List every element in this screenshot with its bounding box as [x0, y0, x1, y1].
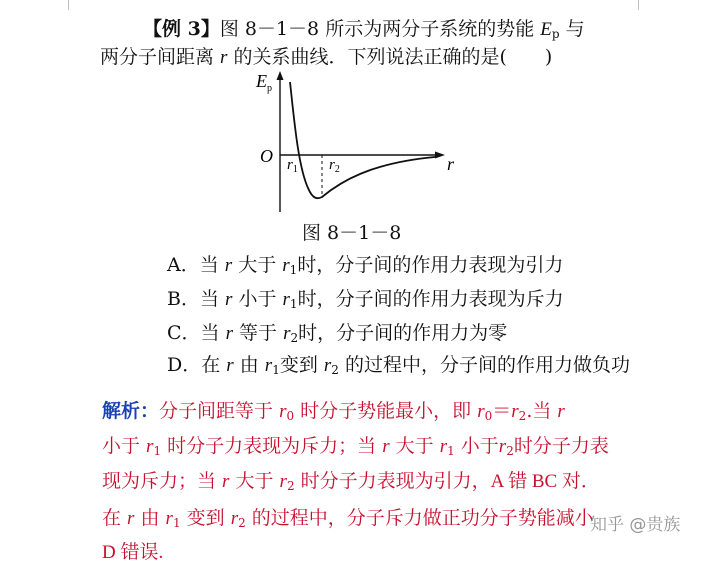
option-c-rest: 时，分子间的作用力为零 — [298, 322, 508, 344]
stem-text-2b: 的关系曲线．下列说法正确的是( ) — [227, 46, 553, 68]
analysis-l3-r2: r — [279, 471, 287, 492]
analysis-l1-r2: r — [511, 401, 519, 422]
analysis-l1-d: .当 — [526, 400, 558, 422]
option-c-r2-sub: 2 — [290, 331, 299, 345]
x-axis-arrow — [435, 152, 445, 159]
option-d-r2-sub: 2 — [331, 363, 339, 377]
analysis-l2-d: 小于 — [454, 435, 499, 457]
origin-label: O — [260, 146, 273, 166]
r1-label: $r_1$ — [287, 157, 298, 175]
option-d-r: r — [226, 355, 234, 376]
analysis-l2-e: 时分子力表 — [513, 435, 609, 457]
crop-mark-right — [638, 0, 639, 10]
analysis-l1-sub: 0 — [286, 409, 295, 423]
analysis-l4-d: 的过程中，分子斥力做正功分子势能减小 — [245, 507, 594, 529]
analysis-l1-a: 分子间距等于 — [159, 400, 280, 422]
option-a-mid: 大于 — [232, 254, 283, 276]
option-d-r1: r — [264, 355, 273, 376]
option-a-rest: 时，分子间的作用力表现为引力 — [297, 254, 564, 276]
option-d — [167, 353, 630, 382]
analysis-l4-r1: r — [165, 508, 173, 529]
analysis-line3 — [102, 469, 600, 498]
analysis-l2-r1: r — [146, 436, 154, 457]
analysis-line4 — [102, 506, 594, 535]
option-a — [167, 253, 563, 282]
stem-text-1a: 图 8－1－8 所示为两分子系统的势能 — [219, 18, 541, 40]
r2-label: $r_2$ — [329, 157, 340, 175]
option-a-r1-sub: 1 — [289, 263, 298, 277]
analysis-l4-r: r — [127, 508, 135, 529]
option-d-mid2: 变到 — [279, 354, 324, 376]
analysis-line1 — [102, 399, 565, 428]
analysis-l2-sub: 1 — [153, 444, 162, 458]
analysis-l3-verdict: A 错 BC 对． — [490, 471, 600, 492]
analysis-l2-r2: r — [498, 436, 507, 457]
y-axis-arrow — [277, 71, 284, 80]
analysis-label: 解析： — [102, 400, 160, 422]
x-axis-label: r — [447, 154, 455, 174]
analysis-l2-sub3: 1 — [447, 444, 455, 458]
crop-mark-left — [68, 0, 69, 10]
option-a-prefix: A．当 — [167, 254, 225, 276]
option-c-mid: 等于 — [232, 322, 284, 344]
analysis-line5: D 错误. — [102, 542, 164, 563]
option-d-mid: 由 — [233, 354, 265, 376]
analysis-l1-r: r — [279, 401, 287, 422]
potential-energy-curve — [290, 82, 435, 198]
option-c — [167, 321, 507, 350]
option-d-r2: r — [323, 355, 332, 376]
option-b-r: r — [225, 289, 233, 310]
option-d-rest: 的过程中，分子间的作用力做负功 — [338, 354, 630, 376]
analysis-l2-a: 小于 — [102, 435, 147, 457]
analysis-l2-c: 大于 — [389, 435, 440, 457]
option-b-r1: r — [282, 289, 290, 310]
option-b-rest: 时，分子间的作用力表现为斥力 — [297, 288, 564, 310]
ep-subscript: p — [551, 27, 560, 41]
analysis-l4-sub3: 2 — [238, 516, 246, 530]
analysis-l4-a: 在 — [102, 507, 128, 529]
analysis-l1-sub3: 2 — [518, 409, 527, 423]
figure-caption: 图 8－1－8 — [302, 222, 402, 244]
option-d-prefix: D．在 — [167, 354, 227, 376]
zhihu-watermark: 知乎 @贵族 — [590, 515, 681, 535]
r-symbol: r — [220, 47, 228, 68]
option-c-r2: r — [283, 323, 291, 344]
analysis-l2-r1b: r — [439, 436, 448, 457]
stem-text-2a: 两分子间距离 — [100, 46, 221, 68]
analysis-l1-b: 时分子势能最小，即 — [294, 400, 478, 422]
analysis-l3-b: 大于 — [229, 470, 280, 492]
potential-energy-graph — [250, 66, 465, 216]
analysis-l3-c: 时分子力表现为引力， — [294, 470, 491, 492]
analysis-l2-r: r — [382, 436, 390, 457]
option-d-r1-sub: 1 — [272, 363, 280, 377]
question-label: 【例 3】 — [143, 18, 220, 40]
analysis-l3-r: r — [222, 471, 230, 492]
option-b-mid: 小于 — [232, 288, 283, 310]
option-a-r: r — [224, 255, 233, 276]
ep-symbol: E — [540, 19, 552, 40]
analysis-l3-a: 现为斥力；当 — [102, 470, 223, 492]
analysis-l4-b: 由 — [134, 507, 166, 529]
analysis-l1-r-end: r — [557, 401, 565, 422]
analysis-l4-c: 变到 — [180, 507, 231, 529]
analysis-l1-sub2: 0 — [484, 409, 493, 423]
y-axis-label: $E_p$ — [256, 71, 272, 94]
analysis-l4-r2: r — [230, 508, 239, 529]
stem-text-1b: 与 — [559, 18, 585, 40]
option-a-r1: r — [282, 255, 290, 276]
option-b-r1-sub: 1 — [289, 297, 298, 311]
analysis-l2-sub4: 2 — [506, 444, 514, 458]
analysis-l2-b: 时分子力表现为斥力；当 — [161, 435, 383, 457]
analysis-line2 — [102, 434, 609, 463]
analysis-l1-r0: r — [477, 401, 485, 422]
analysis-l4-sub2: 1 — [172, 516, 181, 530]
option-b — [167, 287, 564, 316]
option-c-prefix: C．当 — [167, 322, 226, 344]
analysis-l1-eq: ＝ — [492, 400, 512, 422]
analysis-l3-sub2: 2 — [286, 479, 295, 493]
option-b-prefix: B．当 — [167, 288, 226, 310]
option-c-r: r — [225, 323, 233, 344]
question-stem-line1 — [143, 17, 585, 46]
